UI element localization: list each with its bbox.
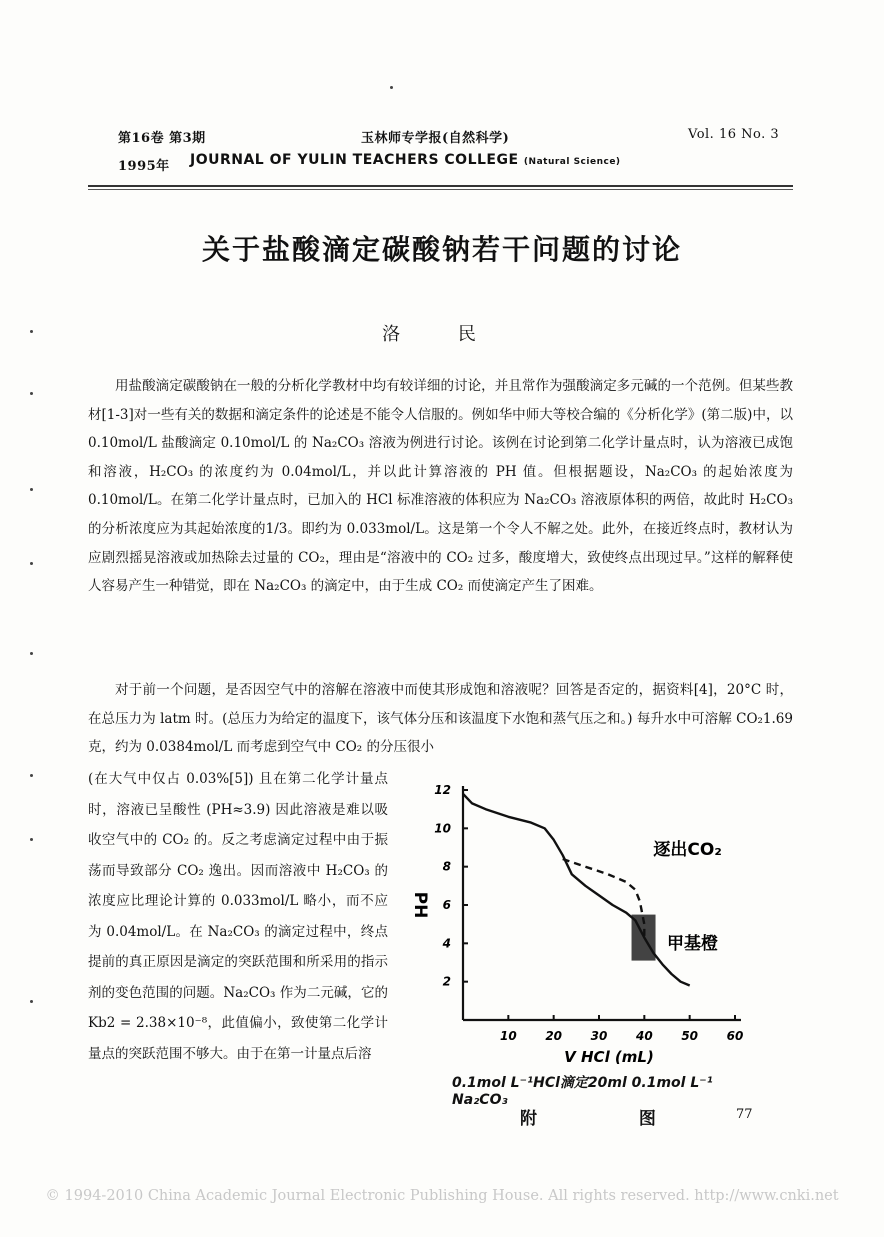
scan-speck	[30, 392, 33, 395]
y-tick-label: 4	[442, 936, 451, 951]
y-tick-label: 12	[434, 783, 451, 797]
y-tick-label: 2	[442, 974, 451, 989]
paragraph-3: (在大气中仅占 0.03%[5]) 且在第二化学计量点时，溶液已呈酸性 (PH≈3.9) 因此溶液是难以吸收空气中的 CO₂ 的。反之考虑滴定过程中由于振荡而导致部分 CO₂ 逸出。因而溶液中 H₂CO₃ 的浓度应比理论计算的 0.033mol/L 略小，而不应为 0.04mol/L。在 Na₂CO₃ 的滴定过程中，终点提前的真正原因是滴定的突跃范围和所采用的指示剂的变色范围的问题。Na₂CO₃ 作为二元碱，它的 Kb2 = 2.38×10⁻⁸，此值偏小，致使第二化学计量点的突跃范围不够大。由于在第一计量点后溶	[88, 771, 388, 1062]
article-title: 关于盐酸滴定碳酸钠若干问题的讨论	[201, 233, 682, 266]
x-tick-label: 60	[726, 1029, 744, 1043]
annotation-co2-removed: 逐出CO₂	[653, 840, 722, 861]
x-tick-label: 50	[681, 1029, 699, 1043]
scan-speck	[30, 652, 33, 655]
titration-chart	[405, 780, 765, 1080]
y-tick-label: 10	[434, 821, 451, 836]
paragraph-2: 对于前一个问题，是否因空气中的溶解在溶液中而使其形成饱和溶液呢？回答是否定的，据资料[4]，20°C 时，在总压力为 latm 时。(总压力为给定的温度下，该气体分压和该温度下水饱和蒸气压之和。) 每升水中可溶解 CO₂1.69 克，约为 0.0384mol/L 而考虑到空气中 CO₂ 的分压很小	[88, 682, 793, 756]
scan-speck	[390, 86, 393, 89]
volume-en: Vol. 16 No. 3	[688, 127, 780, 142]
figure-label: 附 图	[520, 1109, 704, 1129]
scan-speck	[30, 488, 33, 491]
series-line-titration	[463, 794, 690, 986]
y-tick-label: 6	[442, 898, 451, 912]
journal-en-title: JOURNAL OF YULIN TEACHERS COLLEGE	[190, 152, 519, 168]
volume-cn: 第16卷 第3期	[118, 131, 206, 146]
scan-speck	[30, 562, 33, 565]
y-tick-label: 8	[442, 859, 451, 874]
scan-speck	[30, 330, 33, 333]
titration-chart-svg	[405, 780, 765, 1080]
figure-caption: 0.1mol L⁻¹HCl滴定20ml 0.1mol L⁻¹ Na₂CO₃	[452, 1075, 713, 1108]
annotation-methyl-orange: 甲基橙	[667, 934, 718, 955]
x-axis-label: V HCl (mL)	[564, 1048, 654, 1066]
page-number: 77	[736, 1107, 753, 1122]
scan-speck	[30, 1000, 33, 1003]
year-cn: 1995年	[118, 159, 170, 174]
journal-cn: 玉林师专学报(自然科学)	[361, 131, 510, 146]
copyright-footer: © 1994-2010 China Academic Journal Electronic Publishing House. All rights reserved. http://www.cnki.net	[45, 1188, 839, 1204]
x-tick-label: 10	[499, 1029, 517, 1043]
x-tick-label: 30	[590, 1029, 608, 1043]
header-rule-thin	[88, 189, 793, 190]
paragraph-1: 用盐酸滴定碳酸钠在一般的分析化学教材中均有较详细的讨论，并且常作为强酸滴定多元碱的一个范例。但某些教材[1-3]对一些有关的数据和滴定条件的论述是不能令人信服的。例如华中师大等校合编的《分析化学》(第二版)中，以 0.10mol/L 盐酸滴定 0.10mol/L 的 Na₂CO₃ 溶液为例进行讨论。该例在讨论到第二化学计量点时，认为溶液已成饱和溶液，H₂CO₃ 的浓度约为 0.04mol/L，并以此计算溶液的 PH 值。但根据题设，Na₂CO₃ 的起始浓度为 0.10mol/L。在第二化学计量点时，已加入的 HCl 标准溶液的体积应为 Na₂CO₃ 溶液原体积的两倍，故此时 H₂CO₃ 的分析浓度应为其起始浓度的1/3。即约为 0.033mol/L。这是第一个令人不解之处。此外，在接近终点时，教材认为应剧烈摇晃溶液或加热除去过量的 CO₂，理由是“溶液中的 CO₂ 过多，酸度增大，致使终点出现过早。”这样的解释使人容易产生一种错觉，即在 Na₂CO₃ 的滴定中，由于生成 CO₂ 而使滴定产生了困难。	[88, 378, 793, 595]
x-tick-label: 40	[635, 1029, 653, 1043]
y-axis-label: PH	[410, 891, 430, 919]
scan-speck	[30, 838, 33, 841]
x-tick-label: 20	[545, 1029, 563, 1043]
header-rule	[88, 185, 793, 187]
journal-en	[190, 152, 621, 168]
journal-en-sub: (Natural Science)	[523, 157, 621, 167]
article-author: 洛 民	[382, 324, 502, 345]
scan-speck	[30, 774, 33, 777]
